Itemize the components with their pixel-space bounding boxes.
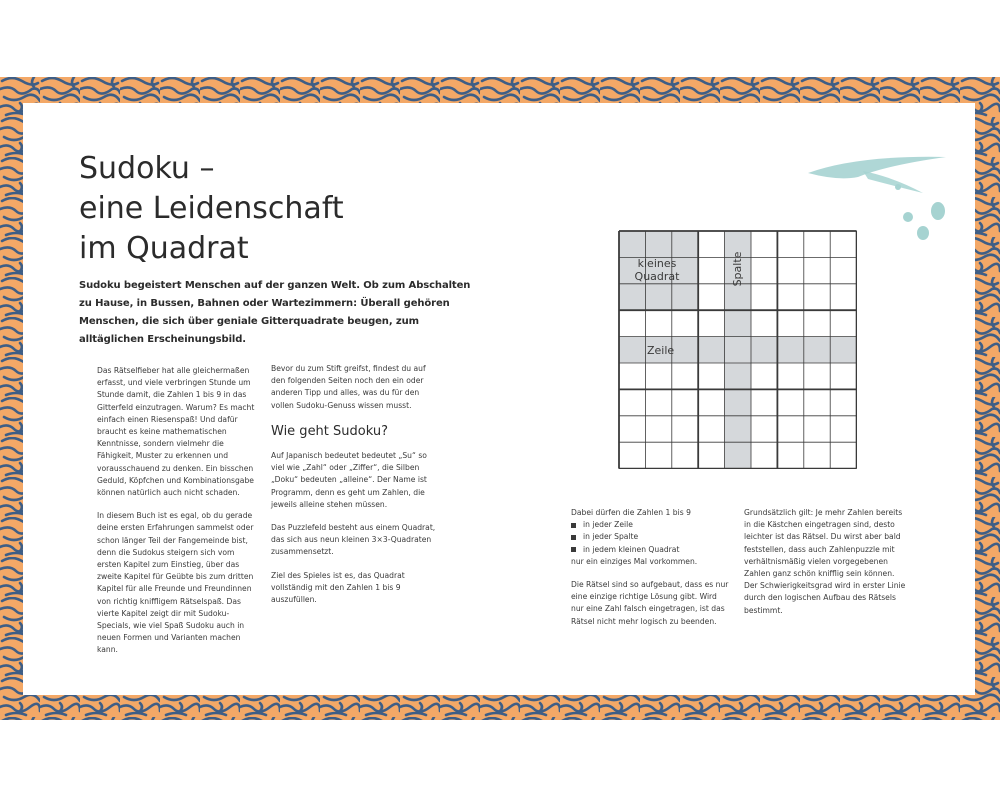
list-item-text: in jedem kleinen Quadrat (583, 544, 680, 554)
paragraph: Dabei dürfen die Zahlen 1 bis 9 (571, 508, 691, 517)
title-line-1: Sudoku – (79, 151, 215, 186)
sudoku-diagram (617, 229, 857, 469)
text-column-1 (97, 365, 257, 668)
list-item-text: in jeder Zeile (583, 520, 633, 530)
title-line-3: im Quadrat (79, 231, 249, 266)
paragraph: Bevor du zum Stift greifst, findest du auf den folgenden Seiten noch den ein oder anderen Tipp und alles, was du für den vollen Sudoku-Genuss wissen musst. (271, 364, 426, 410)
watercolor-splash-decoration (798, 153, 948, 253)
lead-paragraph: Sudoku begeistert Menschen auf der ganzen Welt. Ob zum Abschalten zu Hause, in Bussen, Bahnen oder Wartezimmern: Überall gehören Menschen, die sich über geniale Gitterquadrate beugen, zum alltäglichen Erscheinungsbild. (79, 280, 471, 345)
square-bullet-icon (571, 547, 576, 552)
paragraph: Grundsätzlich gilt: Je mehr Zahlen bereits in die Kästchen eingetragen sind, desto leichter ist das Rätsel. Du wirst aber bald feststellen, dass auch Zahlenpuzzle mit verhältnismäßig vielen vorgegebenen Zahlen ganz schön knifflig sein können. Der Schwierigkeitsgrad wird in erster Linie durch den logischen Aufbau des Rätsels bestimmt. (744, 508, 906, 615)
square-bullet-icon (571, 523, 576, 528)
page-title (79, 149, 344, 269)
text-column-2 (271, 363, 436, 617)
rules-list (571, 519, 731, 556)
paragraph: nur ein einziges Mal vorkommen. (571, 556, 698, 566)
label-box-line-2: Quadrat (634, 270, 680, 283)
section-heading: Wie geht Sudoku? (271, 423, 388, 439)
page (23, 103, 975, 695)
paragraph: In diesem Buch ist es egal, ob du gerade deine ersten Erfahrungen sammelst oder schon länger Teil der Fangemeinde bist, denn die Sudokus steigern sich vom ersten Kapitel zum Einstieg, über das zweite Kapitel für Geübte bis zum dritten Kapitel für alle Freunde und Freundinnen von richtig kniffligem Rätselspaß. Das vierte Kapitel zeigt dir mit Sudoku-Specials, wie viel Spaß Sudoku auch in neuen Formen und Varianten machen kann. (97, 511, 254, 655)
list-item (571, 519, 731, 531)
paragraph: Das Puzzlefeld besteht aus einem Quadrat, das sich aus neun kleinen 3×3-Quadraten zusammensetzt. (271, 523, 436, 557)
title-line-2: eine Leidenschaft (79, 191, 344, 226)
paragraph: Das Rätselfieber hat alle gleichermaßen erfasst, und viele verbringen Stunde um Stunde damit, die Zahlen 1 bis 9 in das Gitterfeld einzutragen. Warum? Es macht einfach einen Riesenspaß! Und dafür braucht es keine mathematischen Kenntnisse, sondern vielmehr die Fähigkeit, Muster zu erkennen und vorausschauend zu denken. Ein bisschen Geduld, Köpfchen und Kombinationsgabe können natürlich auch nicht schaden. (97, 366, 255, 498)
book-spread (0, 77, 1000, 720)
label-row: Zeile (647, 344, 675, 357)
label-box-line-1: kleines (637, 257, 677, 270)
list-item (571, 531, 731, 543)
square-bullet-icon (571, 535, 576, 540)
paragraph: Die Rätsel sind so aufgebaut, dass es nur eine einzige richtige Lösung gibt. Wird nur eine Zahl falsch eingetragen, ist das Rätsel nicht mehr logisch zu beenden. (571, 580, 729, 626)
text-column-4 (744, 507, 909, 628)
text-column-3 (571, 507, 731, 639)
paragraph: Auf Japanisch bedeutet bedeutet „Su“ so viel wie „Zahl“ oder „Ziffer“, die Silben „Doku“ bedeuten „alleine“. Der Name ist Programm, denn es geht um Zahlen, die jeweils alleine stehen müssen. (271, 451, 427, 509)
label-column: Spalte (731, 251, 744, 287)
paragraph: Ziel des Spieles ist es, das Quadrat vollständig mit den Zahlen 1 bis 9 auszufüllen. (271, 570, 405, 605)
list-item-text: in jeder Spalte (583, 532, 639, 542)
list-item (571, 544, 731, 556)
